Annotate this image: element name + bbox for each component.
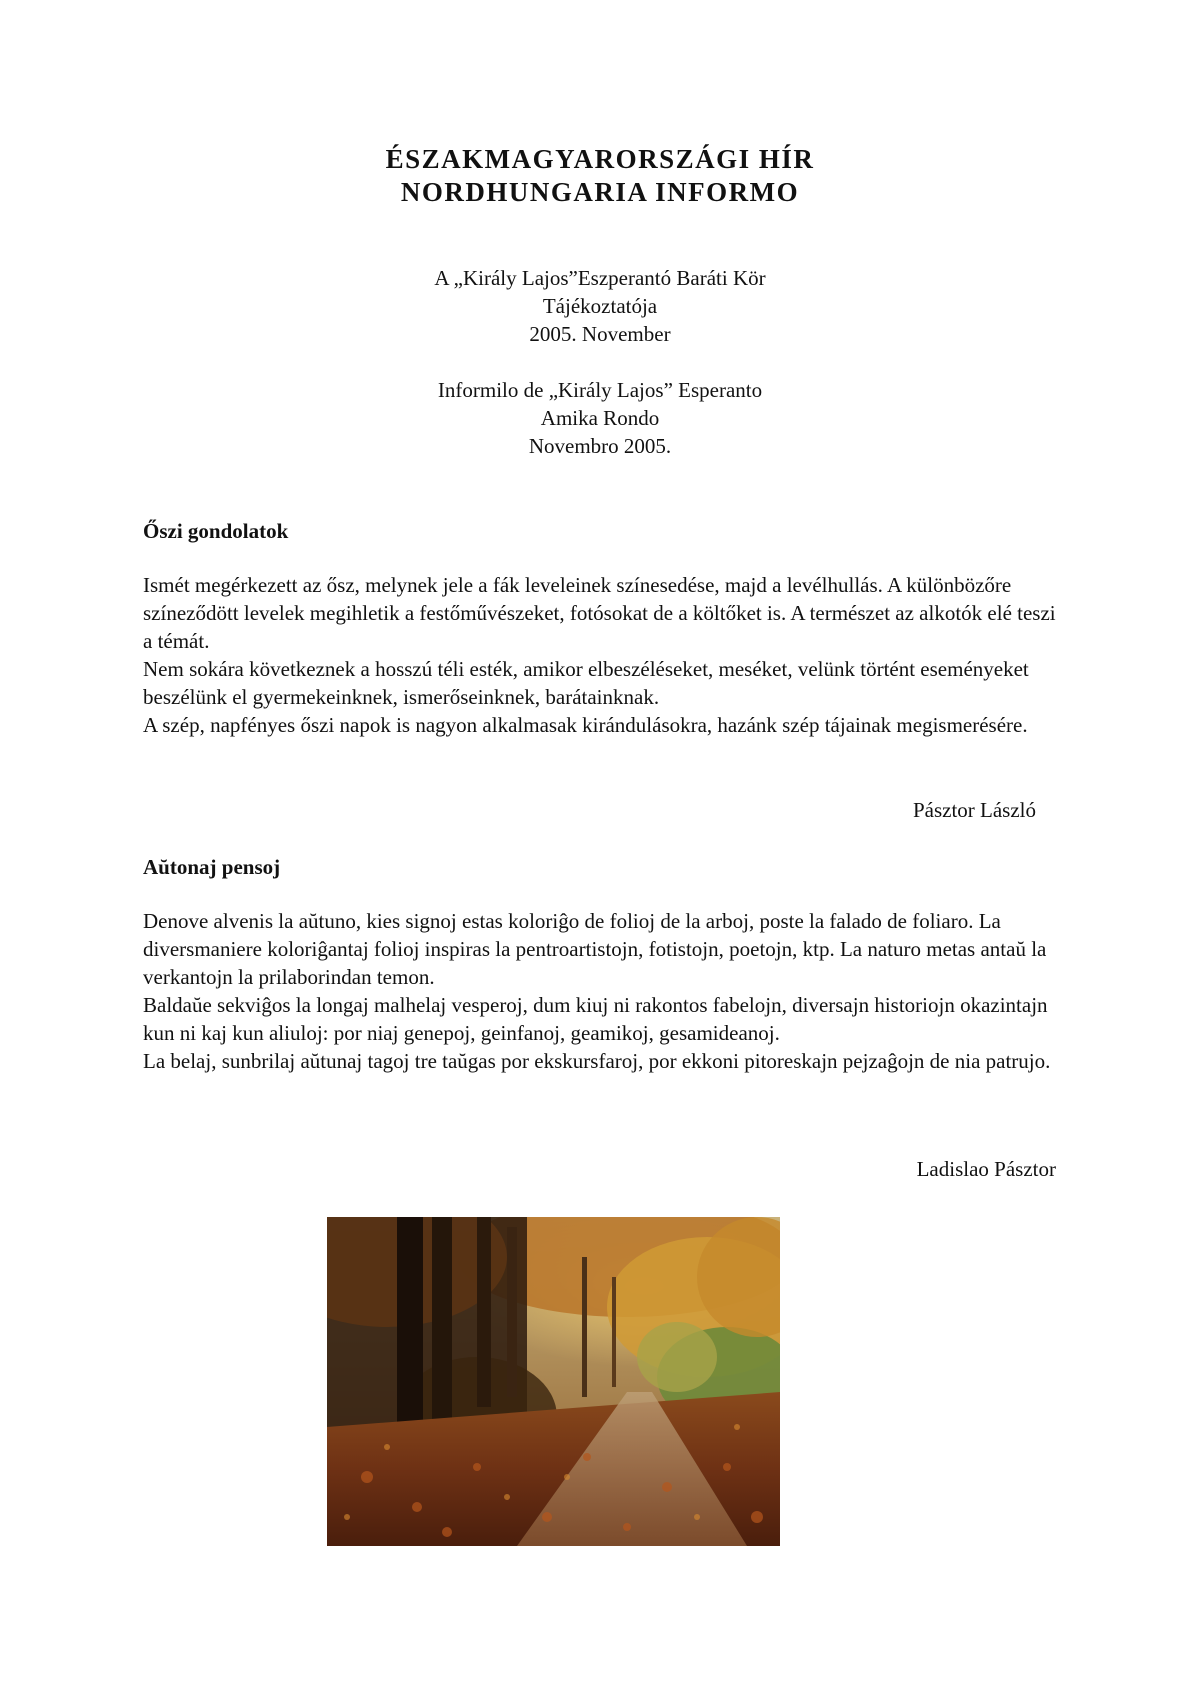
article-eo-author: Ladislao Pásztor <box>916 1157 1056 1181</box>
title-esperanto: NORDHUNGARIA INFORMO <box>400 177 800 207</box>
article-hu-paragraph: A szép, napfényes őszi napok is nagyon alkalmasak kirándulásokra, hazánk szép tájainak megismerésére. <box>143 713 1028 737</box>
newsletter-title <box>0 143 1200 209</box>
article-hu-author: Pásztor László <box>912 798 1036 822</box>
subtitle-hu-line-2: Tájékoztatója <box>542 294 658 318</box>
subtitle-eo-line-3: Novembro 2005. <box>528 434 672 458</box>
article-eo-heading: Aŭtonaj pensoj <box>143 855 281 879</box>
article-eo-paragraph: La belaj, sunbrilaj aŭtunaj tagoj tre taŭgas por ekskursfaroj, por ekkoni pitoreskajn pejzaĝojn de nia patrujo. <box>143 1049 1051 1073</box>
subtitle-eo-line-2: Amika Rondo <box>540 406 660 430</box>
article-hu-heading: Őszi gondolatok <box>143 519 289 543</box>
article-eo-body <box>143 907 1063 1075</box>
autumn-forest-photo <box>327 1217 780 1546</box>
subtitle-hu-line-3: 2005. November <box>529 322 671 346</box>
article-eo-paragraph: Baldaŭe sekviĝos la longaj malhelaj vesperoj, dum kiuj ni rakontos fabelojn, diversajn historiojn okazintajn kun ni kaj kun aliuloj: por niaj genepoj, geinfanoj, geamikoj, gesamideanoj. <box>143 993 1048 1045</box>
autumn-forest-path-icon <box>327 1217 780 1546</box>
article-hu-body <box>143 571 1063 739</box>
title-hungarian: ÉSZAKMAGYARORSZÁGI HÍR <box>385 144 815 174</box>
subtitle-eo-line-1: Informilo de „Király Lajos” Esperanto <box>437 378 763 402</box>
article-hu-paragraph: Ismét megérkezett az ősz, melynek jele a fák leveleinek színesedése, majd a levélhullás. A különbözőre színeződött levelek megihletik a festőművészeket, fotósokat de a költőket is. A természet az alkotók elé teszi a témát. <box>143 573 1056 653</box>
subtitle-esperanto <box>0 376 1200 460</box>
article-hu-paragraph: Nem sokára következnek a hosszú téli esték, amikor elbeszéléseket, meséket, velünk történt eseményeket beszélünk el gyermekeinknek, ismerőseinknek, barátainknak. <box>143 657 1029 709</box>
subtitle-hu-line-1: A „Király Lajos”Eszperantó Baráti Kör <box>434 266 766 290</box>
article-eo-paragraph: Denove alvenis la aŭtuno, kies signoj estas koloriĝo de folioj de la arboj, poste la falado de foliaro. La diversmaniere koloriĝantaj folioj inspiras la pentroartistojn, fotistojn, poetojn, ktp. La naturo metas antaŭ la verkantojn la prilaborindan temon. <box>143 909 1047 989</box>
subtitle-hungarian <box>0 264 1200 348</box>
